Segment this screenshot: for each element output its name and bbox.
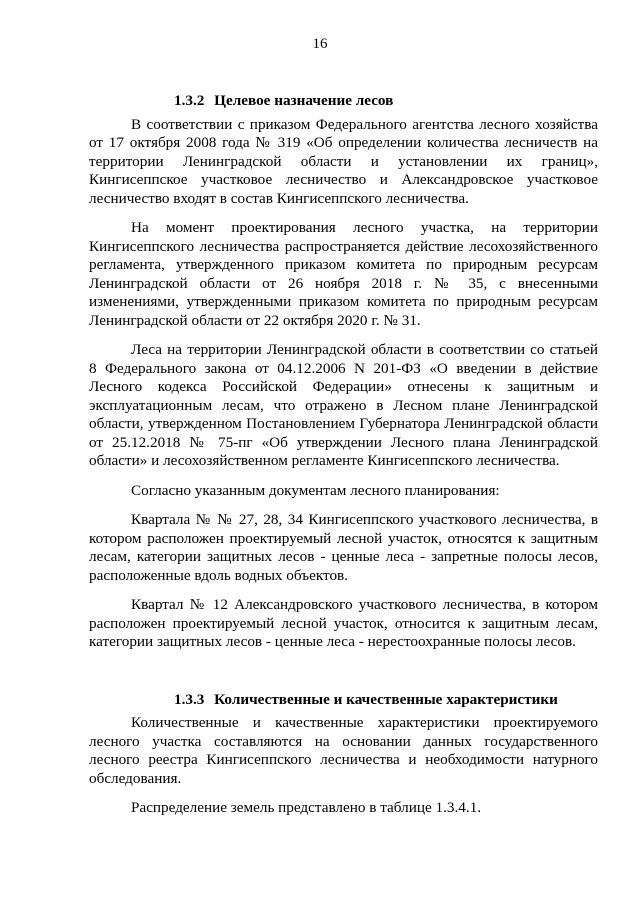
- paragraph: На момент проектирования лесного участка, на территории Кингисеппского лесничества распространяется действие лесохозяйственного регламента, утвержденного приказом комитета по природным ресурсам Ленинградской области от 26 ноября 2018 г. № 35, с внесенными изменениями, утвержденными приказом комитета по природным ресурсам Ленинградской области от 22 октября 2020 г. № 31.: [89, 219, 598, 329]
- section-title: Количественные и качественные характеристики: [214, 690, 558, 708]
- section-number: 1.3.3: [174, 690, 205, 708]
- section-heading-1-3-2: [89, 92, 598, 111]
- section-title: Целевое назначение лесов: [214, 92, 394, 109]
- paragraph: Распределение земель представлено в таблице 1.3.4.1.: [131, 799, 482, 816]
- paragraph: Леса на территории Ленинградской области в соответствии со статьей 8 Федерального закона от 04.12.2006 N 201-ФЗ «О введении в действие Лесного кодекса Российской Федерации» отнесены к защитным и эксплуатационным лесам, что отражено в Лесном плане Ленинградской области, утвержденном Постановлением Губернатора Ленинградской области от 25.12.2018 № 75-пг «Об утверждении Лесного плана Ленинградской области» и лесохозяйственном регламенте Кингисеппского лесничества.: [89, 341, 598, 469]
- page-content: [89, 92, 598, 829]
- paragraph: Квартала № № 27, 28, 34 Кингисеппского участкового лесничества, в котором расположен проектируемый лесной участок, относятся к защитным лесам, категории защитных лесов - ценные леса - запретные полосы лесов, расположенные вдоль водных объектов.: [89, 511, 598, 584]
- paragraph: Количественные и качественные характеристики проектируемого лесного участка составляются на основании данных государственного лесного реестра Кингисеппского лесничества и необходимости натурного обследования.: [89, 714, 598, 787]
- section-number: 1.3.2: [174, 92, 205, 109]
- section-heading-1-3-3: [89, 691, 598, 710]
- paragraph: Квартал № 12 Александровского участкового лесничества, в котором расположен проектируемый лесной участок, относится к защитным лесам, категории защитных лесов - ценные леса - нерестоохранные полосы лесов.: [89, 596, 598, 650]
- page-number: 16: [312, 36, 328, 52]
- paragraph: В соответствии с приказом Федерального агентства лесного хозяйства от 17 октября 2008 года № 319 «Об определении количества лесничеств на территории Ленинградской области и установлении их границ», Кингисеппское участковое лесничество и Александровское участковое лесничество входят в состав Кингисеппского лесничества.: [89, 115, 598, 207]
- paragraph: Согласно указанным документам лесного планирования:: [131, 481, 500, 499]
- section-spacer: [89, 663, 598, 691]
